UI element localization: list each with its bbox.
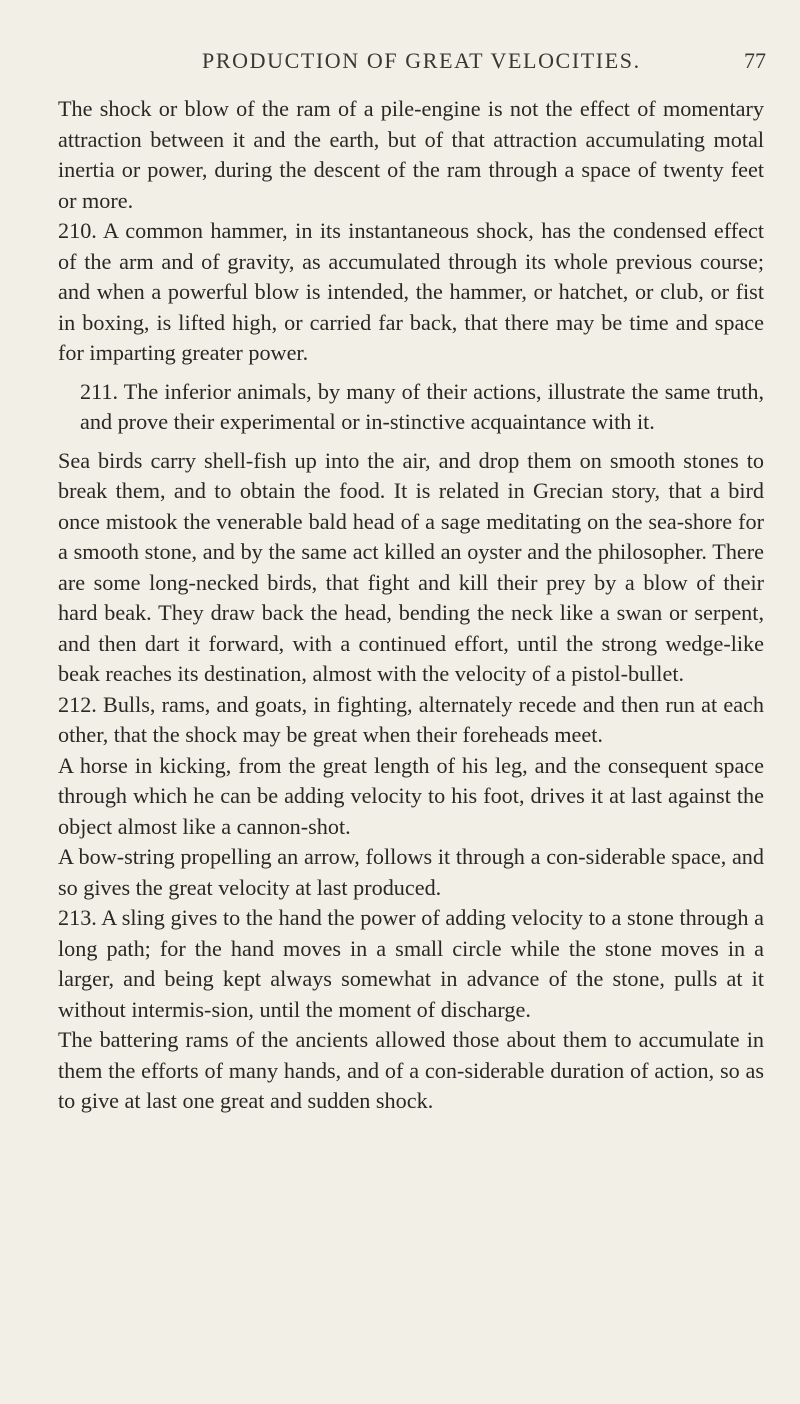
paragraph-sea-birds: Sea birds carry shell-fish up into the air, and drop them on smooth stones to break them, and to obtain the food. It is related in Grecian story, that a bird once mistook the venerable bald head of a sage meditating on the sea-shore for a smooth stone, and by the same act killed an oyster and the philosopher. There are some long-necked birds, that fight and kill their prey by a blow of their hard beak. They draw back the head, bending the neck like a swan or serpent, and then dart it forward, with a continued effort, until the strong wedge-like beak reaches its destination, almost with the velocity of a pistol-bullet. <box>58 447 764 686</box>
paragraph-211: 211. The inferior animals, by many of their actions, illustrate the same truth, and prove their experimental or in-stinctive acquaintance with it. <box>80 378 764 434</box>
paragraph-213: 213. A sling gives to the hand the power of adding velocity to a stone through a long path; for the hand moves in a small circle while the stone moves in a larger, and being kept always somewhat in advance of the stone, pulls at it without intermis-sion, until the moment of discharge. <box>58 905 764 1022</box>
running-title: PRODUCTION OF GREAT VELOCITIES. <box>202 48 641 73</box>
running-head <box>0 48 800 78</box>
paragraph-212: 212. Bulls, rams, and goats, in fighting, alternately recede and then run at each other, that the shock may be great when their foreheads meet. <box>58 691 764 747</box>
paragraph-pile-engine: The shock or blow of the ram of a pile-engine is not the effect of momentary attraction between it and the earth, but of that attraction accumulating motal inertia or power, during the descent of the ram through a space of twenty feet or more. <box>58 96 764 213</box>
paragraph-bow-string: A bow-string propelling an arrow, follows it through a con-siderable space, and so gives the great velocity at last produced. <box>58 844 764 900</box>
paragraph-horse: A horse in kicking, from the great length of his leg, and the consequent space through which he can be adding velocity to his foot, drives it at last against the object almost like a cannon-shot. <box>58 752 764 839</box>
page-number: 77 <box>744 48 766 73</box>
paragraph-210: 210. A common hammer, in its instantaneous shock, has the condensed effect of the arm and of gravity, as accumulated through its whole previous course; and when a powerful blow is intended, the hammer, or hatchet, or club, or fist in boxing, is lifted high, or carried far back, that there may be time and space for imparting greater power. <box>58 218 764 365</box>
body-text <box>58 94 764 1117</box>
paragraph-battering-rams: The battering rams of the ancients allowed those about them to accumulate in them the efforts of many hands, and of a con-siderable duration of action, so as to give at last one great and sudden shock. <box>58 1027 764 1113</box>
